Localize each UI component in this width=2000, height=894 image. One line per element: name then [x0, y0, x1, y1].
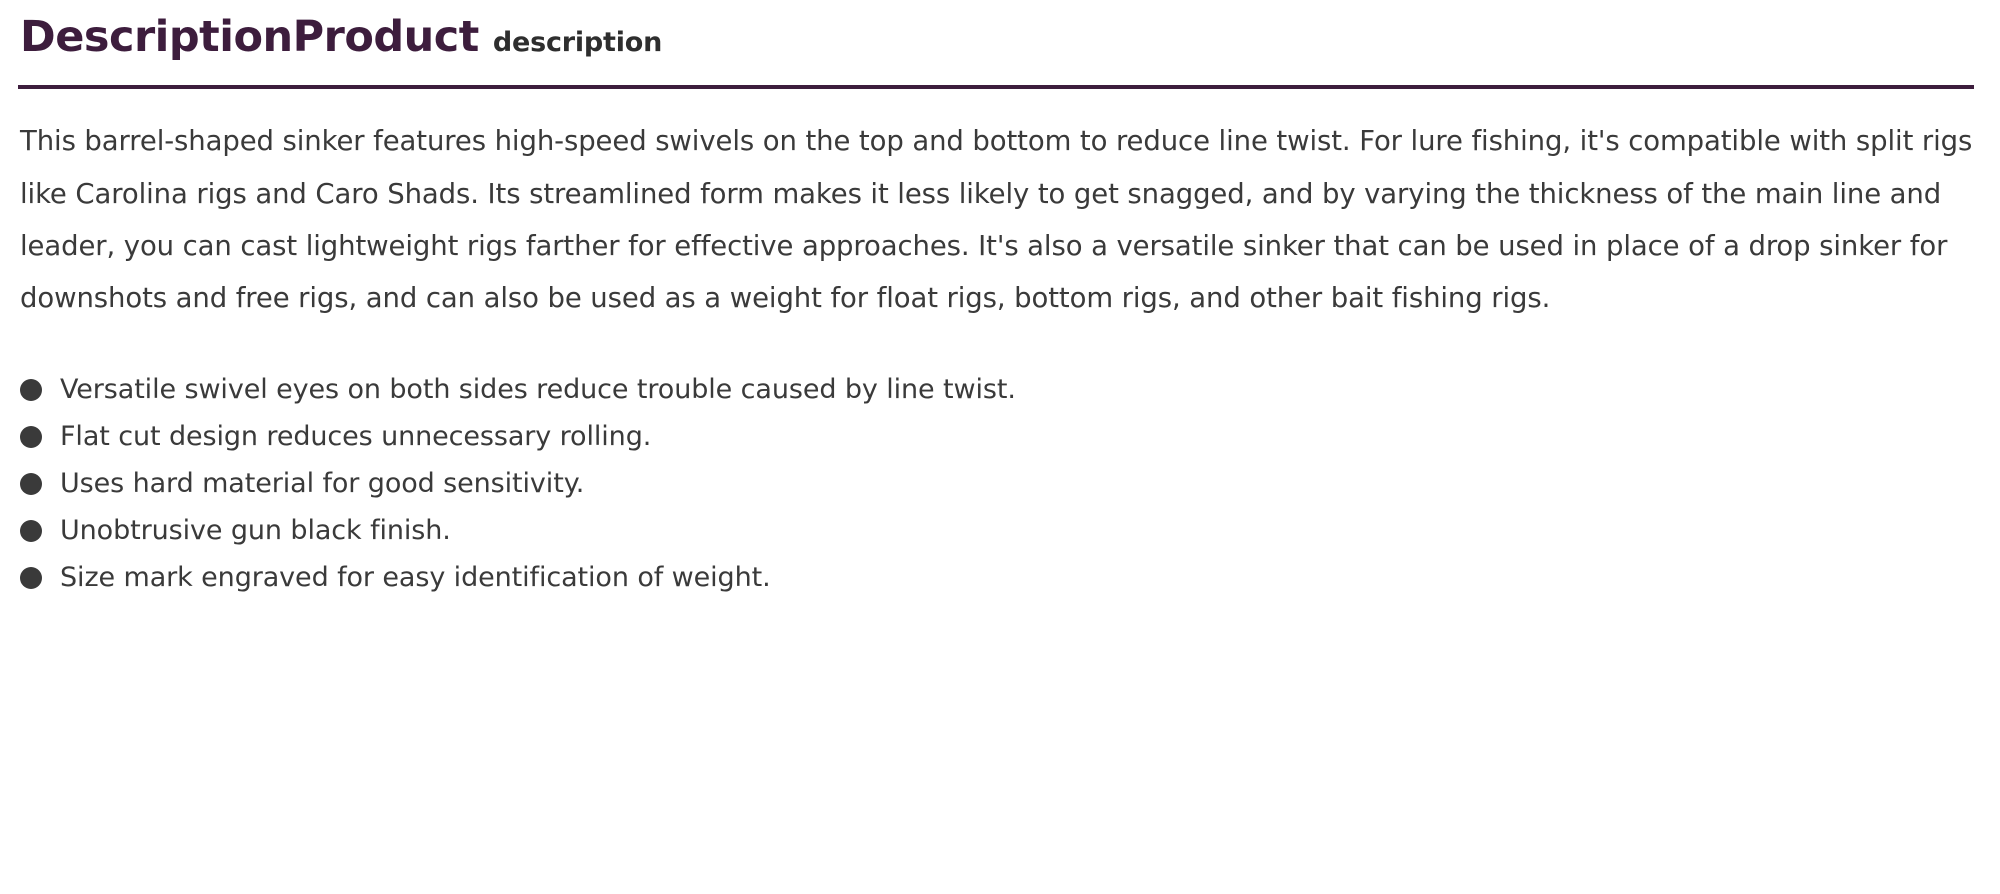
list-item-label: Unobtrusive gun black finish.	[60, 515, 451, 547]
description-paragraph: This barrel-shaped sinker features high-speed swivels on the top and bottom to reduce line twist. For lure fishing, it's compatible with split rigs like Carolina rigs and Caro Shads. Its streamlined form makes it less likely to get snagged, and by varying the thickness of the main line and leader, you can cast lightweight rigs farther for effective approaches. It's also a versatile sinker that can be used in place of a drop sinker for downshots and free rigs, and can also be used as a weight for float rigs, bottom rigs, and other bait fishing rigs.	[20, 125, 1973, 315]
page-title	[18, 14, 1974, 61]
list-item-label: Uses hard material for good sensitivity.	[60, 468, 585, 500]
page-title-main: DescriptionProduct	[20, 12, 479, 62]
bullet-icon	[20, 473, 42, 495]
list-item-label: Size mark engraved for easy identification of weight.	[60, 562, 771, 594]
list-item	[20, 562, 1974, 594]
feature-list	[18, 374, 1974, 594]
list-item	[20, 421, 1974, 453]
bullet-icon	[20, 567, 42, 589]
page-title-sub: description	[492, 27, 663, 58]
bullet-icon	[20, 379, 42, 401]
title-divider	[18, 85, 1974, 89]
list-item-label: Flat cut design reduces unnecessary rolling.	[60, 421, 652, 453]
list-item-label: Versatile swivel eyes on both sides reduce trouble caused by line twist.	[60, 374, 1016, 406]
list-item	[20, 515, 1974, 547]
list-item	[20, 374, 1974, 406]
bullet-icon	[20, 426, 42, 448]
bullet-icon	[20, 520, 42, 542]
list-item	[20, 468, 1974, 500]
